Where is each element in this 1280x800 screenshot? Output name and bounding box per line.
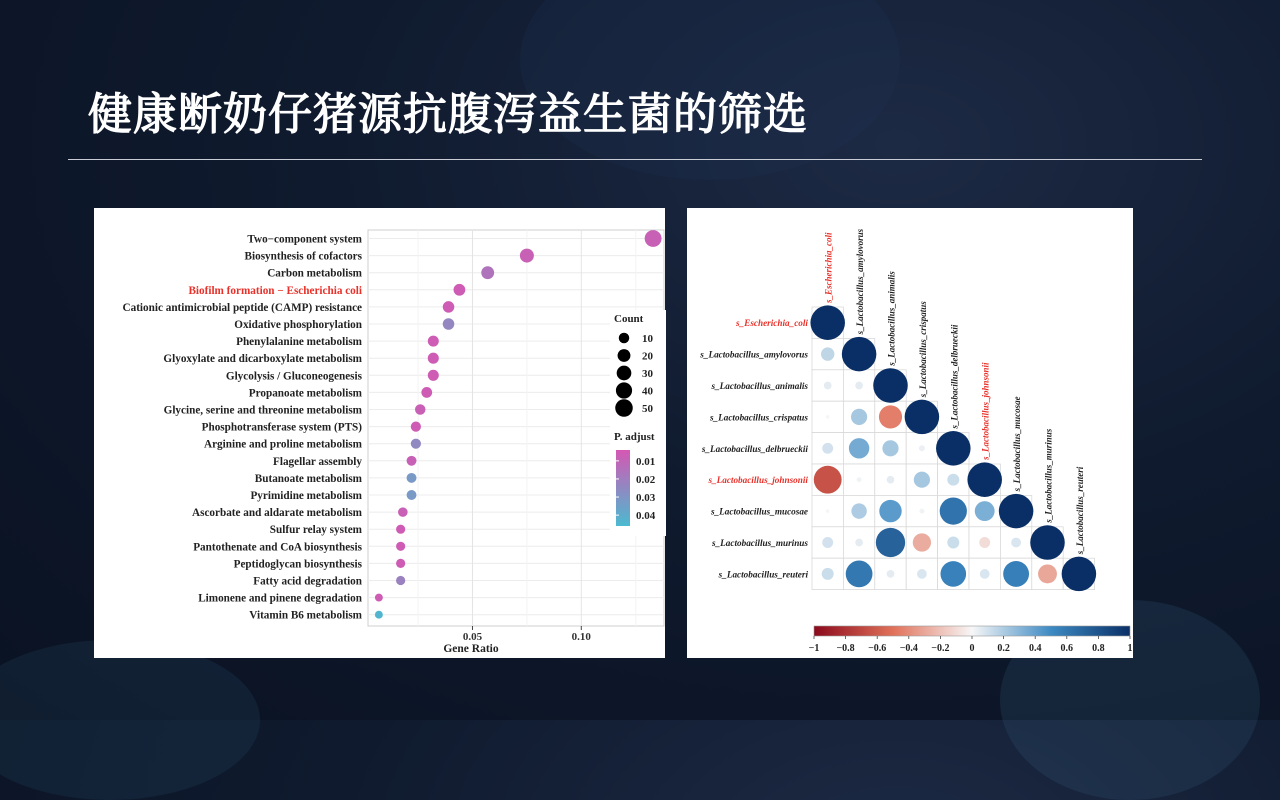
correlation-circle [936, 431, 971, 466]
correlation-circle [879, 405, 902, 428]
category-label: Arginine and proline metabolism [204, 438, 362, 451]
legend-count-dot [617, 366, 632, 381]
row-label: s_Lactobacillus_mucosae [711, 506, 808, 517]
colorbar-tick-label: 0.6 [1060, 643, 1074, 654]
column-label: s_Lactobacillus_murinus [1043, 428, 1054, 523]
correlation-circle [940, 498, 967, 525]
row-label: s_Lactobacillus_crispatus [709, 412, 808, 423]
correlation-circle [879, 500, 901, 522]
category-label: Sulfur relay system [269, 524, 362, 537]
category-label: Flagellar assembly [273, 455, 362, 468]
data-point [375, 611, 383, 619]
data-point [396, 559, 405, 568]
data-point [481, 266, 494, 279]
colorbar-tick-label: −0.8 [836, 643, 855, 654]
category-label: Glycine, serine and threonine metabolism [163, 404, 362, 417]
column-label: s_Lactobacillus_animalis [886, 271, 897, 366]
x-tick-label: 0.05 [462, 631, 483, 643]
colorbar-tick-label: −0.6 [868, 643, 887, 654]
legend-count-dot [619, 333, 629, 343]
category-label: Carbon metabolism [267, 267, 362, 280]
category-label: Ascorbate and aldarate metabolism [192, 507, 362, 520]
dotplot-legends [614, 313, 694, 546]
correlation-circle [947, 537, 959, 549]
legend-count-title: Count [614, 313, 644, 325]
correlation-circle [876, 528, 905, 557]
correlation-circle [851, 409, 867, 425]
correlation-circle [1038, 564, 1057, 583]
legend-count-dot [615, 399, 633, 417]
correlation-circle [913, 533, 931, 551]
colorbar-tick-label: −0.4 [899, 643, 918, 654]
correlation-circle [975, 501, 995, 521]
correlation-circle [979, 537, 990, 548]
colorbar [814, 626, 1130, 636]
legend-count-dot [618, 349, 631, 362]
column-label: s_Lactobacillus_delbrueckii [949, 324, 960, 429]
row-label: s_Lactobacillus_delbrueckii [701, 443, 808, 454]
correlation-circle [882, 440, 898, 456]
colorbar-tick-label: 0.8 [1092, 643, 1105, 654]
data-point [443, 318, 455, 330]
legend-padj-title: P. adjust [614, 431, 655, 443]
correlation-circle [1062, 557, 1097, 592]
colorbar-tick-label: 1 [1127, 643, 1133, 654]
correlation-matrix-plot [687, 208, 1133, 658]
data-point [375, 594, 383, 602]
correlation-circle [873, 368, 908, 403]
title-divider [68, 159, 1202, 160]
enrichment-dotplot-panel [94, 208, 665, 658]
correlation-circle [826, 415, 829, 418]
data-point [454, 284, 466, 296]
data-point [407, 490, 417, 500]
legend-padj-label: 0.01 [636, 455, 656, 468]
background-decoration [0, 640, 260, 800]
row-label: s_Lactobacillus_johnsonii [708, 475, 808, 486]
correlation-circle [1003, 561, 1029, 587]
correlation-circle [967, 462, 1002, 497]
data-point [428, 370, 439, 381]
row-label: s_Escherichia_coli [736, 318, 808, 329]
correlation-circle [821, 347, 834, 360]
enrichment-dotplot [94, 208, 665, 658]
correlation-circle [980, 569, 990, 579]
colorbar-tick-label: −1 [808, 643, 820, 654]
correlation-circle [1030, 525, 1065, 560]
data-point [396, 525, 405, 534]
correlation-circle [919, 509, 924, 514]
column-label: s_Escherichia_coli [823, 232, 834, 303]
correlation-circle [822, 443, 833, 454]
category-label: Limonene and pinene degradation [198, 592, 362, 605]
row-label: s_Lactobacillus_murinus [712, 538, 808, 548]
legend-count-label: 20 [642, 350, 653, 363]
correlation-circle [822, 537, 833, 548]
column-label: s_Lactobacillus_crispatus [917, 301, 928, 398]
category-label: Butanoate metabolism [254, 472, 362, 485]
category-label: Propanoate metabolism [248, 387, 362, 400]
correlation-circle [851, 503, 866, 518]
column-label: s_Lactobacillus_johnsonii [980, 362, 991, 460]
correlation-circle [857, 477, 862, 482]
category-label: Phenylalanine metabolism [236, 336, 362, 349]
column-label: s_Lactobacillus_reuteri [1074, 466, 1085, 555]
correlation-circle [914, 472, 930, 488]
correlation-circle [999, 494, 1034, 529]
data-point [411, 439, 421, 449]
x-tick-label: 0.10 [571, 631, 591, 643]
category-label: Two−component system [247, 233, 362, 246]
category-label: Glyoxylate and dicarboxylate metabolism [163, 353, 362, 366]
colorbar-tick-label: 0 [969, 643, 975, 654]
correlation-circle [810, 305, 845, 340]
correlation-circle [824, 382, 832, 390]
data-point [520, 249, 534, 263]
colorbar-tick-label: 0.4 [1028, 643, 1042, 654]
correlation-circle [887, 476, 895, 484]
legend-padj-label: 0.04 [636, 510, 656, 523]
correlation-circle [855, 539, 863, 547]
row-label: s_Lactobacillus_reuteri [718, 569, 808, 580]
correlation-circle [887, 570, 895, 578]
data-point [398, 507, 408, 517]
colorbar-tick-label: −0.2 [931, 643, 950, 654]
data-point [396, 542, 405, 551]
category-label: Fatty acid degradation [253, 575, 362, 588]
data-point [415, 404, 425, 414]
correlation-circle [826, 509, 829, 512]
data-point [411, 422, 421, 432]
correlation-circle [814, 466, 842, 494]
correlation-circle [947, 474, 959, 486]
data-point [407, 473, 417, 483]
column-label: s_Lactobacillus_amylovorus [855, 228, 866, 335]
correlation-circle [905, 400, 940, 435]
correlation-circle [919, 445, 925, 451]
correlation-matrix-panel [687, 208, 1133, 658]
legend-count-label: 50 [642, 403, 653, 415]
data-point [421, 387, 432, 398]
category-label: Phosphotransferase system (PTS) [201, 421, 362, 434]
correlation-circle [1011, 538, 1021, 548]
category-label: Biosynthesis of cofactors [244, 250, 362, 263]
data-point [428, 353, 439, 364]
category-label: Pantothenate and CoA biosynthesis [193, 541, 362, 554]
category-label: Cationic antimicrobial peptide (CAMP) resistance [122, 301, 362, 314]
data-point [407, 456, 417, 466]
correlation-circle [842, 337, 877, 372]
legend-count-label: 40 [642, 385, 653, 398]
legend-padj-colorbar [616, 450, 630, 526]
data-point [428, 336, 439, 347]
legend-count-label: 10 [642, 333, 653, 345]
category-label: Oxidative phosphorylation [234, 319, 362, 331]
category-label: Biofilm formation − Escherichia coli [188, 284, 362, 297]
correlation-circle [849, 438, 869, 458]
correlation-circle [855, 382, 863, 390]
x-axis-label: Gene Ratio [443, 643, 499, 655]
legend-padj-label: 0.02 [636, 473, 656, 486]
data-point [443, 301, 455, 313]
data-point [645, 230, 662, 247]
legend-padj-label: 0.03 [636, 492, 656, 505]
category-label: Vitamin B6 metabolism [249, 609, 362, 622]
correlation-circle [940, 561, 966, 587]
column-label: s_Lactobacillus_mucosae [1012, 396, 1023, 492]
legend-count-label: 30 [642, 368, 653, 380]
row-label: s_Lactobacillus_animalis [711, 381, 808, 391]
category-label: Peptidoglycan biosynthesis [233, 558, 362, 571]
data-point [396, 576, 405, 585]
category-label: Glycolysis / Gluconeogenesis [225, 370, 362, 383]
row-label: s_Lactobacillus_amylovorus [700, 349, 808, 360]
colorbar-tick-label: 0.2 [997, 643, 1010, 654]
correlation-circle [846, 561, 873, 588]
legend-count-dot [616, 382, 632, 398]
correlation-circle [822, 568, 834, 580]
correlation-circle [917, 569, 927, 579]
category-label: Pyrimidine metabolism [250, 490, 362, 502]
slide-title: 健康断奶仔猪源抗腹泻益生菌的筛选 [88, 89, 808, 140]
